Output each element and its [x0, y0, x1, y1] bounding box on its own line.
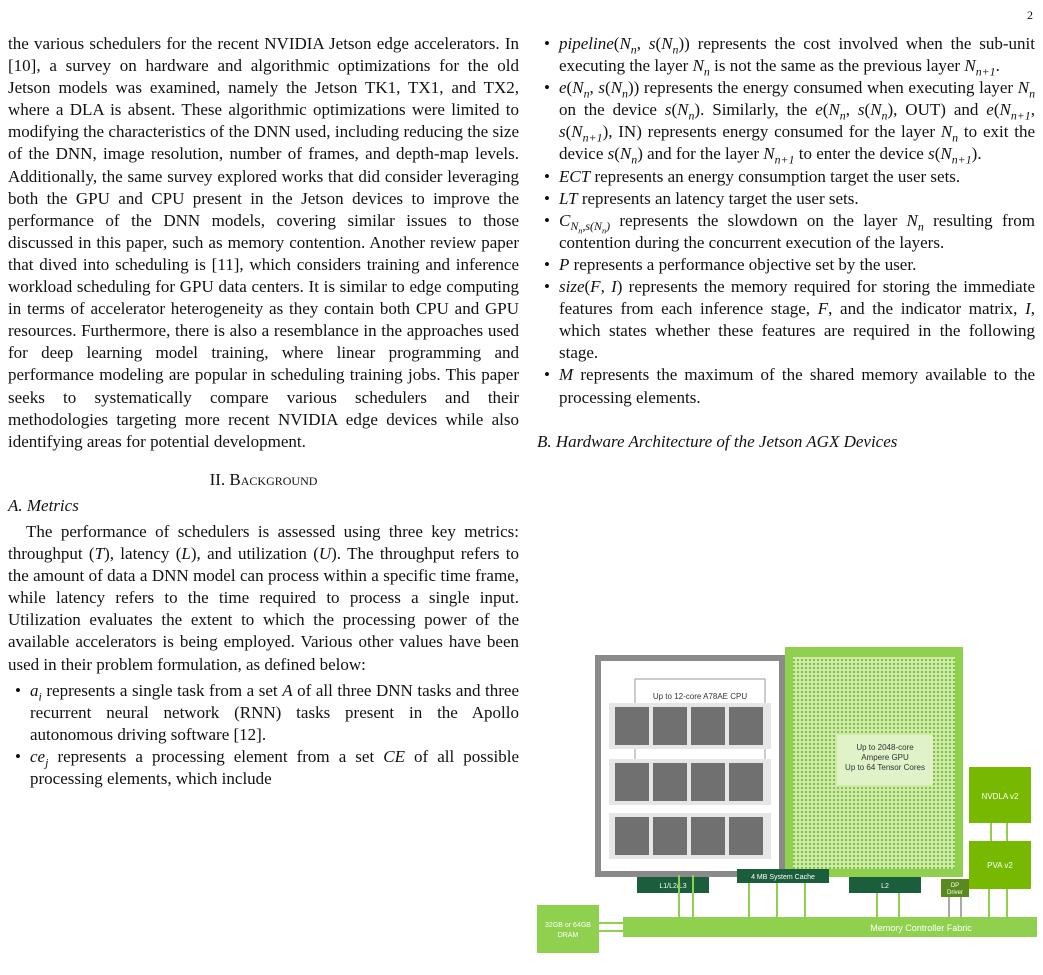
cpu-core [653, 817, 687, 855]
gpu-block [785, 647, 963, 877]
cpu-core [729, 707, 763, 745]
cpu-core [691, 763, 725, 801]
gpu-label-line1: Up to 2048-core [856, 743, 914, 752]
metrics-definitions-list [8, 680, 519, 790]
gpu-label-line3: Up to 64 Tensor Cores [845, 763, 925, 772]
dp-connectors [949, 897, 961, 917]
cpu-core [615, 707, 649, 745]
cpu-core [615, 817, 649, 855]
list-item: • size(F, I) represents the memory required for storing the immediate features from each inference stage, F, and the indicator matrix, I, which states whether these features are required in the following stage. [537, 276, 1035, 364]
list-item: • $C_{N_n,s(N_n)}$ represents the slowdown on the layer $N_n$ resulting from contention during the concurrent execution of the layers. [537, 210, 1035, 254]
dram-label-line2: DRAM [557, 932, 579, 939]
list-item: • LT represents an latency target the user sets. [537, 188, 1035, 210]
left-column [8, 33, 519, 790]
cpu-core [615, 763, 649, 801]
symbol-definitions-list [537, 33, 1035, 409]
memory-controller-fabric [623, 917, 1037, 937]
jetson-architecture-figure [537, 647, 1041, 967]
cpu-core [729, 817, 763, 855]
list-item: • P represents a performance objective set by the user. [537, 254, 1035, 276]
cpu-label: Up to 12-core A78AE CPU [652, 692, 748, 701]
list-item: • $e(N_n$, $s(N_n)$) represents the energy consumed when executing layer $N_n$ on the device $s(N_n)$. Similarly, the $e(N_n$, $s(N_n)$, OUT) and $e(N_{n+1}$, $s(N_{n+1})$, IN) represents energy consumed for the layer $N_n$ to exit the device $s(N_n)$ and for the layer $N_{n+1}$ to enter the device $s(N_{n+1})$. [537, 77, 1035, 165]
list-item: • $a_i$ represents a single task from a set A of all three DNN tasks and three recurrent neural network (RNN) tasks present in the Apollo autonomous driving software [12]. [8, 680, 519, 746]
nvdla-label: NVDLA v2 [981, 792, 1019, 801]
cpu-core [653, 763, 687, 801]
dp-label-line2: Driver [947, 890, 963, 896]
page-number: 2 [1027, 8, 1033, 22]
cpu-block [595, 655, 785, 877]
cpu-core-grid [609, 703, 771, 859]
list-item: • $ce_j$ represents a processing element from a set CE of all possible processing elements, which include [8, 746, 519, 790]
cpu-core [729, 763, 763, 801]
l2-label: L2 [881, 883, 889, 890]
right-column [537, 33, 1035, 457]
gpu-label-line2: Ampere GPU [861, 753, 909, 762]
list-item: • $pipeline(N_n$, $s(N_n)$) represents the cost involved when the sub-unit executing the layer $N_n$ is not the same as the previous layer $N_{n+1}$. [537, 33, 1035, 77]
list-item: • M represents the maximum of the shared memory available to the processing elements. [537, 364, 1035, 408]
dram-label-line1: 32GB or 64GB [545, 922, 591, 929]
l123-label: L1/L2/L3 [659, 883, 687, 890]
cpu-core [653, 707, 687, 745]
architecture-diagram [537, 647, 1041, 967]
dram-block [537, 905, 599, 953]
cache-label: 4 MB System Cache [751, 874, 815, 881]
pva-label: PVA v2 [987, 861, 1013, 870]
cpu-core [691, 707, 725, 745]
intro-paragraph: the various schedulers for the recent NVIDIA Jetson edge accelerators. In [10], a survey on hardware and algorithmic optimizations for the old Jetson models was examined, namely the Jetson TK1, TX1, and TX2, where a DLA is absent. These algorithmic optimizations were limited to modifying the characteristics of the DNN used, including reducing the size of the DNN, image resolution, number of frames, and depth-map levels. Additionally, the same survey explored works that did consider leveraging both the GPU and CPU present in the Jetson devices to improve the performance of the DNN models, covering similar issues to those discussed in this paper, such as memory contention. Another review paper that dived into scheduling is [11], which considers training and inference workload scheduling for GPU data centers. It is similar to edge computing in terms of accelerator heterogeneity as they contain both CPU and GPU resources. Furthermore, there is also a resemblance in the approaches used for deep learning model training, where linear programming and performance modeling are popular in scheduling training jobs. This paper seeks to systematically compare various schedulers and their methodologies targeting more recent NVIDIA edge devices while also identifying areas for potential development. [8, 34, 519, 451]
list-item: • ECT represents an energy consumption target the user sets. [537, 166, 1035, 188]
metrics-paragraph: The performance of schedulers is assessed using three key metrics: throughput (T), latency (L), and utilization (U). The throughput refers to the amount of data a DNN model can process within a specific time frame, while latency refers to the time required to process a single input. Utilization evaluates the extent to which the processing power of the available accelerators is being employed. Various other values have been used in their problem formulation, as defined below: [8, 521, 519, 674]
subsection-metrics-heading: A. Metrics [8, 495, 79, 515]
dp-label-line1: DP [950, 883, 960, 889]
subsection-hardware-heading: B. Hardware Architecture of the Jetson AGX Devices [537, 431, 898, 451]
fabric-label: Memory Controller Fabric [870, 923, 972, 933]
section-heading: II. Background [209, 469, 318, 489]
cpu-core [691, 817, 725, 855]
